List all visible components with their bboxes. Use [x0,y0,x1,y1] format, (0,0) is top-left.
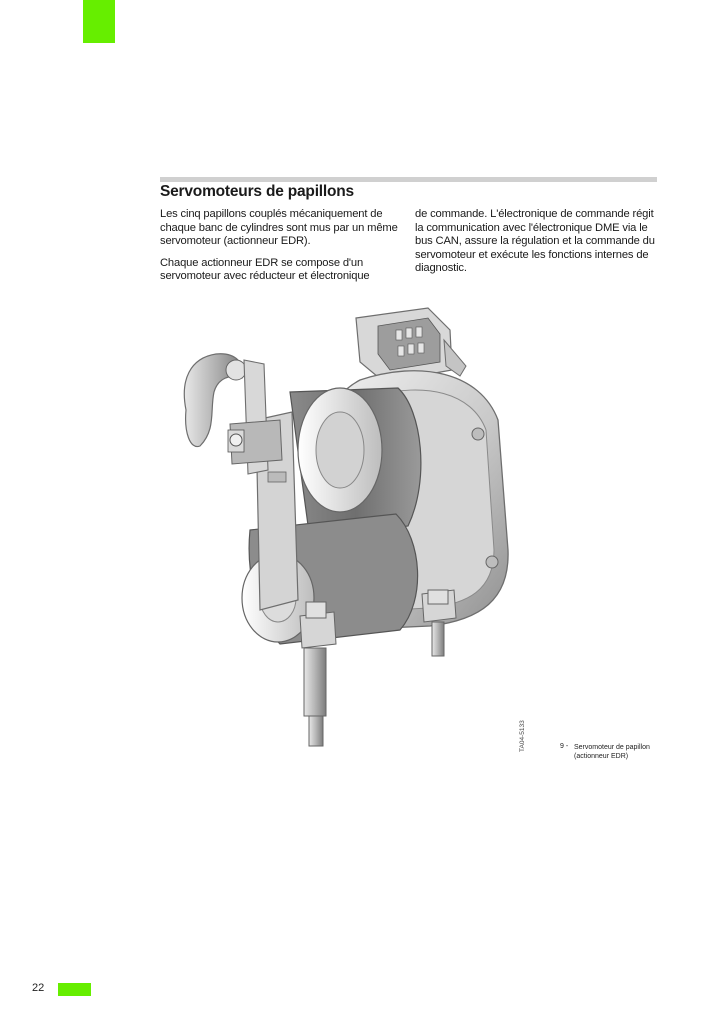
text-column-right [415,208,658,284]
servomotor-illustration [160,300,540,760]
section-title: Servomoteurs de papillons [160,183,354,200]
figure-caption-number: 9 - [560,743,569,750]
paragraph-3: de commande. L'électronique de commande régit la communication avec l'électronique DME via le bus CAN, assure la régulation et la commande du servomoteur et exécute les fonctions internes de diagnostic. [415,208,655,275]
footer-green-bar [58,983,91,996]
paragraph-2: Chaque actionneur EDR se compose d'un servomoteur avec réducteur et électronique [160,256,370,283]
paragraph-1: Les cinq papillons couplés mécaniquement de chaque banc de cylindres sont mus par un même servomoteur (actionneur EDR). [160,208,398,248]
section-rule [160,177,657,182]
figure-reference: TA04-5133 [519,720,526,752]
lever-arm [184,354,282,474]
figure-caption: Servomoteur de papillon (actionneur EDR) [574,744,650,760]
header-green-tab [83,0,115,43]
motor-cylinder [290,388,421,540]
text-column-left [160,208,403,292]
page-number: 22 [32,982,45,994]
